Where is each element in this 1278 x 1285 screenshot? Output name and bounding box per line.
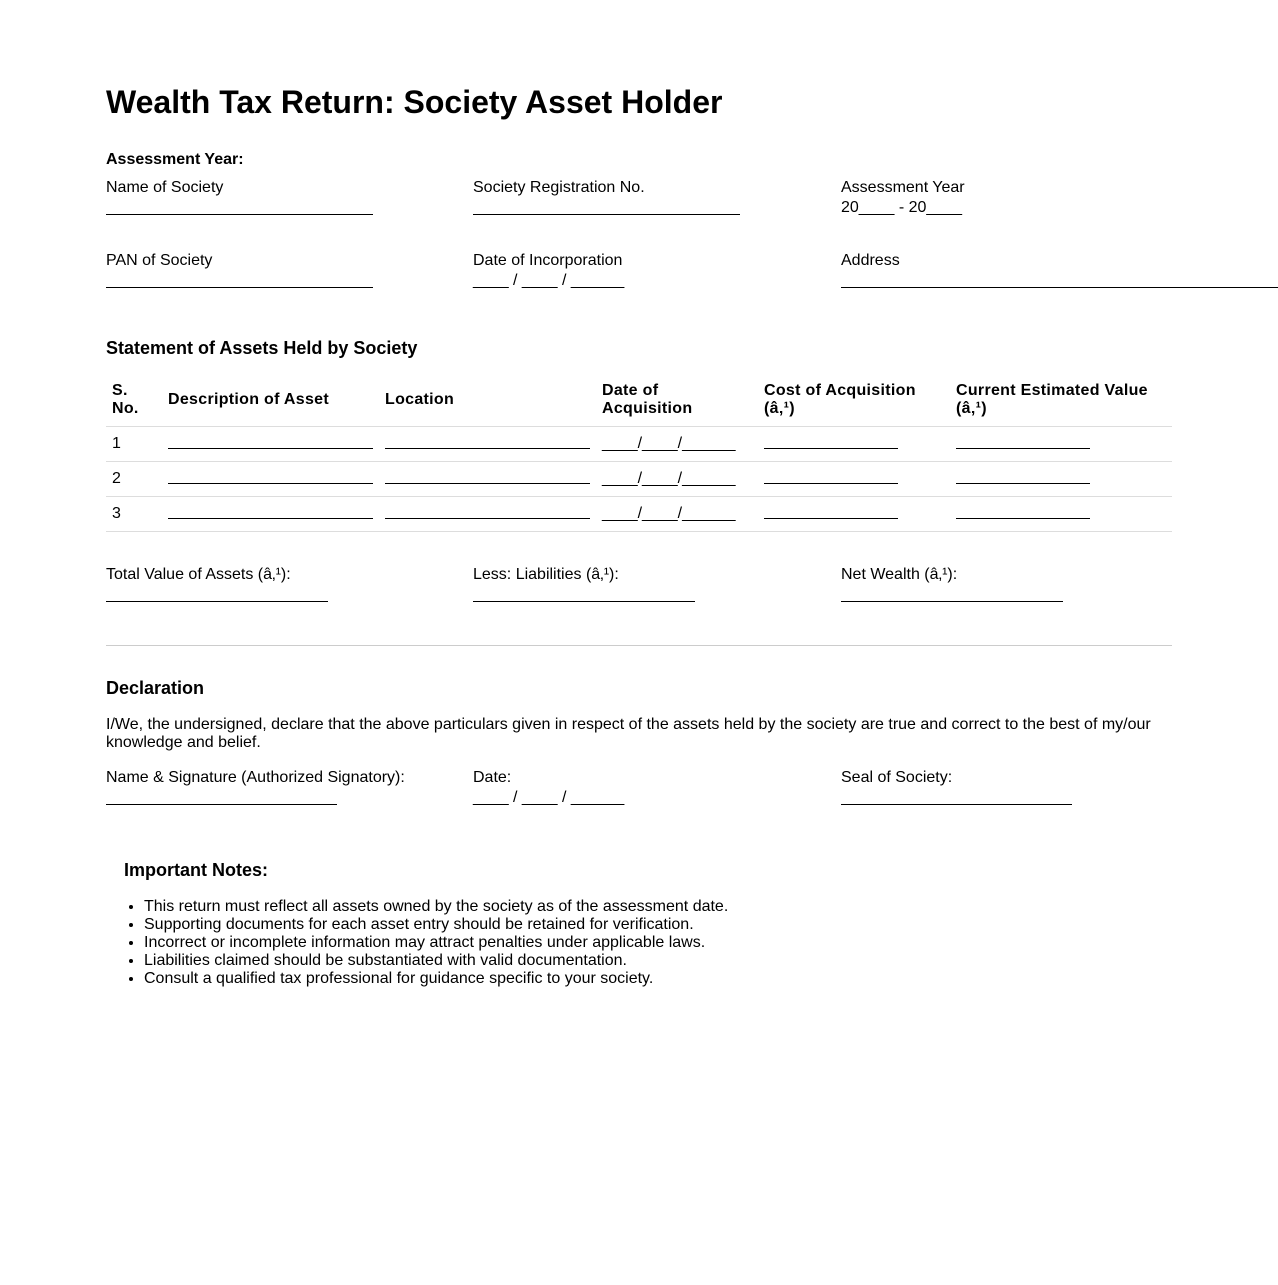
col-current-value: Current Estimated Value (â‚¹) [950,374,1172,427]
list-item: • Liabilities claimed should be substantiated with valid documentation. [144,952,728,970]
address-label: Address [841,252,900,269]
location-cell[interactable] [379,462,596,497]
pan-label: PAN of Society [106,252,213,269]
registration-no-field[interactable] [473,214,740,215]
row-sno: 3 [106,497,162,532]
pan-field[interactable] [106,287,373,288]
assessment-year-field[interactable]: 20____ - 20____ [841,199,962,216]
date-cell[interactable]: ____/____/______ [596,497,758,532]
list-item: • Supporting documents for each asset entry should be retained for verification. [144,916,728,934]
liabilities-label: Less: Liabilities (â‚¹): [473,566,619,583]
section-divider [106,645,1172,646]
net-wealth-field[interactable] [841,601,1063,602]
description-cell[interactable] [162,427,379,462]
location-cell[interactable] [379,427,596,462]
value-cell[interactable] [950,462,1172,497]
page-title: Wealth Tax Return: Society Asset Holder [106,84,723,120]
total-value-label: Total Value of Assets (â‚¹): [106,566,291,583]
list-item: • This return must reflect all assets owned by the society as of the assessment date. [144,898,728,916]
cost-cell[interactable] [758,462,950,497]
declaration-heading: Declaration [106,678,205,698]
incorporation-date-field[interactable]: ____ / ____ / ______ [473,272,625,289]
notes-heading: Important Notes: [124,860,268,880]
registration-no-label: Society Registration No. [473,179,645,196]
liabilities-field[interactable] [473,601,695,602]
list-item: • Incorrect or incomplete information may attract penalties under applicable laws. [144,934,728,952]
row-sno: 2 [106,462,162,497]
description-cell[interactable] [162,462,379,497]
location-cell[interactable] [379,497,596,532]
table-row [106,497,1172,532]
col-date-acquisition: Date of Acquisition [596,374,758,427]
name-of-society-label: Name of Society [106,179,224,196]
signatory-label: Name & Signature (Authorized Signatory): [106,769,405,786]
col-location: Location [379,374,596,427]
assessment-year-heading: Assessment Year: [106,151,244,168]
date-cell[interactable]: ____/____/______ [596,427,758,462]
signatory-field[interactable] [106,804,337,805]
assets-table [106,374,1172,532]
col-description: Description of Asset [162,374,379,427]
cost-cell[interactable] [758,427,950,462]
value-cell[interactable] [950,497,1172,532]
cost-cell[interactable] [758,497,950,532]
assets-heading: Statement of Assets Held by Society [106,338,418,358]
total-value-field[interactable] [106,601,328,602]
row-sno: 1 [106,427,162,462]
table-row [106,462,1172,497]
table-header-row [106,374,1172,427]
description-cell[interactable] [162,497,379,532]
seal-field[interactable] [841,804,1072,805]
declaration-date-field[interactable]: ____ / ____ / ______ [473,789,625,806]
seal-label: Seal of Society: [841,769,953,786]
assessment-year-label: Assessment Year [841,179,965,196]
declaration-date-label: Date: [473,769,512,786]
incorporation-date-label: Date of Incorporation [473,252,623,269]
name-of-society-field[interactable] [106,214,373,215]
value-cell[interactable] [950,427,1172,462]
address-field[interactable] [841,287,1278,288]
date-cell[interactable]: ____/____/______ [596,462,758,497]
list-item: • Consult a qualified tax professional for guidance specific to your society. [144,970,728,988]
col-cost-acquisition: Cost of Acquisition (â‚¹) [758,374,950,427]
notes-list [124,898,728,988]
net-wealth-label: Net Wealth (â‚¹): [841,566,958,583]
table-row [106,427,1172,462]
col-sno: S. No. [106,374,162,427]
declaration-text: I/We, the undersigned, declare that the above particulars given in respect of the assets held by the society are true and correct to the best of my/our knowledge and belief. [106,716,1151,751]
